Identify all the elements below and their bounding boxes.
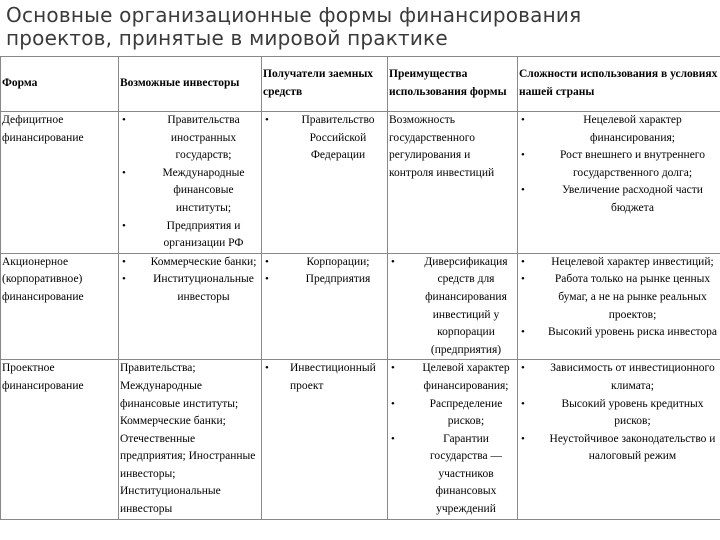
list-item: • Нецелевой характер инвестиций; bbox=[519, 254, 719, 272]
table-row bbox=[1, 253, 720, 360]
table-row bbox=[1, 360, 720, 519]
header-difficulties: Сложности использования в условиях нашей страны bbox=[518, 57, 720, 112]
list-item: • Институциональные инвесторы bbox=[120, 271, 260, 306]
header-investors: Возможные инвесторы bbox=[119, 57, 262, 112]
cell-investors bbox=[119, 112, 262, 254]
cell-form: Акционерное (корпоративное) финансирование bbox=[1, 253, 119, 360]
header-form: Форма bbox=[1, 57, 119, 112]
list-item: • Рост внешнего и внутреннего государственного долга; bbox=[519, 147, 719, 182]
cell-difficulties bbox=[518, 253, 720, 360]
list-item: • Коммерческие банки; bbox=[120, 254, 260, 272]
cell-form: Проектное финансирование bbox=[1, 360, 119, 519]
cell-recipients bbox=[262, 253, 388, 360]
list-item: • Корпорации; bbox=[263, 254, 386, 272]
list-item: • Предприятия и организации РФ bbox=[120, 218, 260, 253]
list-item: • Увеличение расходной части бюджета bbox=[519, 182, 719, 217]
table-row bbox=[1, 112, 720, 254]
list-item: • Целевой характер финансирования; bbox=[389, 360, 516, 395]
list-item: • Зависимость от инвестиционного климата; bbox=[519, 360, 719, 395]
list-item: • Гарантии государства — участников финансовых учреждений bbox=[389, 431, 516, 519]
header-advantages: Преимущества использования формы bbox=[388, 57, 518, 112]
cell-recipients bbox=[262, 112, 388, 254]
cell-investors: Правительства; Международные финансовые институты; Коммерческие банки; Отечественные предприятия; Иностранные инвесторы; Институциональные инвесторы bbox=[119, 360, 262, 519]
list-item: • Инвестиционный проект bbox=[263, 360, 386, 395]
header-recipients: Получатели заемных средств bbox=[262, 57, 388, 112]
list-item: • Высокий уровень риска инвестора bbox=[519, 324, 719, 342]
cell-advantages bbox=[388, 253, 518, 360]
list-item: • Диверсификация средств для финансирования инвестиций у корпорации (предприятия) bbox=[389, 254, 516, 360]
list-item: • Распределение рисков; bbox=[389, 396, 516, 431]
list-item: • Работа только на рынке ценных бумаг, а не на рынке реальных проектов; bbox=[519, 271, 719, 324]
list-item: • Неустойчивое законодательство и налоговый режим bbox=[519, 431, 719, 466]
list-item: • Правительства иностранных государств; bbox=[120, 112, 260, 165]
list-item: • Международные финансовые институты; bbox=[120, 165, 260, 218]
slide-title bbox=[6, 4, 706, 50]
cell-investors bbox=[119, 253, 262, 360]
title-line-1: Основные организационные формы финансирования bbox=[6, 3, 582, 27]
list-item: • Правительство Российской Федерации bbox=[263, 112, 386, 165]
cell-advantages bbox=[388, 360, 518, 519]
cell-difficulties bbox=[518, 360, 720, 519]
list-item: • Предприятия bbox=[263, 271, 386, 289]
list-item: • Высокий уровень кредитных рисков; bbox=[519, 396, 719, 431]
title-line-2: проектов, принятые в мировой практике bbox=[6, 26, 448, 50]
header-row bbox=[1, 57, 720, 112]
cell-recipients bbox=[262, 360, 388, 519]
list-item: • Нецелевой характер финансирования; bbox=[519, 112, 719, 147]
cell-form: Дефицитное финансирование bbox=[1, 112, 119, 254]
financing-forms-table bbox=[0, 56, 720, 520]
cell-advantages: Возможность государственного регулирования и контроля инвестиций bbox=[388, 112, 518, 254]
cell-difficulties bbox=[518, 112, 720, 254]
